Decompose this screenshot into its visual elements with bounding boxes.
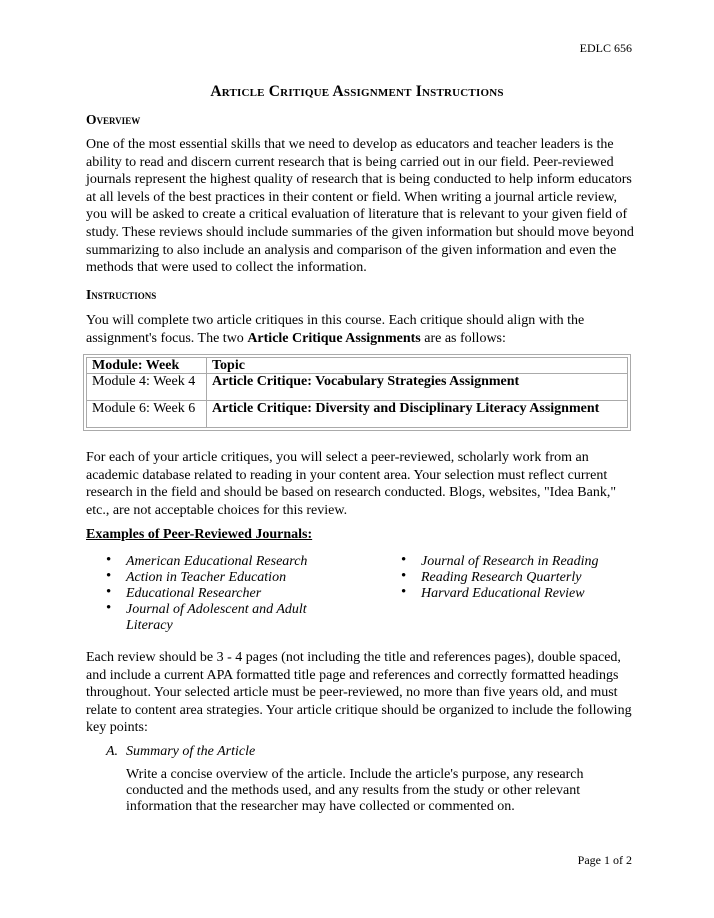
journal-list-left: [106, 554, 316, 634]
page-number: Page 1 of 2: [577, 853, 632, 867]
key-point-label: A.: [106, 744, 119, 759]
list-item: • Educational Researcher: [106, 586, 316, 602]
list-item: • American Educational Research: [106, 554, 316, 570]
topic-cell: Article Critique: Diversity and Disciplinary Literacy Assignment: [207, 401, 628, 428]
intro-text-1: You will complete two article critiques in this course. Each critique should align with the assignment's focus. The two: [86, 313, 585, 346]
overview-heading: Overview: [86, 112, 141, 127]
journal-list-right: [401, 554, 611, 602]
key-point-heading: [106, 744, 255, 760]
table-row: [87, 401, 628, 428]
topic-cell: Article Critique: Vocabulary Strategies Assignment: [207, 374, 628, 401]
examples-heading: Examples of Peer-Reviewed Journals:: [86, 527, 313, 542]
list-item: • Harvard Educational Review: [401, 586, 611, 602]
list-item: • Reading Research Quarterly: [401, 570, 611, 586]
column-header-module-week: Module: Week: [87, 358, 207, 374]
key-point-title: Summary of the Article: [126, 744, 256, 759]
list-item: • Journal of Research in Reading: [401, 554, 611, 570]
instructions-intro: [86, 312, 636, 347]
module-schedule-table: [86, 357, 628, 428]
intro-text-2: are as follows:: [420, 330, 506, 346]
intro-bold-text: Article Critique Assignments: [247, 330, 421, 346]
document-title: Article Critique Assignment Instructions: [210, 83, 504, 100]
list-item: • Journal of Adolescent and Adult Literacy: [106, 602, 316, 634]
key-point-text: Write a concise overview of the article. Include the article's purpose, any research conducted and the methods used, and any results from the study or other relevant information that the researcher may have collected or commented on.: [126, 767, 584, 814]
overview-paragraph: One of the most essential skills that we need to develop as educators and teacher leaders is the ability to read and discern current research that is being carried out in our field. Peer-reviewed journals represent the highest quality of research that is being conducted to help inform educators at all levels of the best practices in their content or field. When writing a journal article review, you will be asked to create a critical evaluation of literature that is relevant to your given field of study. These reviews should include summaries of the given information but should move beyond summarizing to also include an analysis and comparison of the given information and even the methods that were used to collect the information.: [86, 137, 634, 276]
table-header-row: [87, 358, 628, 374]
course-code: EDLC 656: [579, 41, 632, 55]
review-requirements-paragraph: Each review should be 3 - 4 pages (not including the title and references pages), double spaced, and include a current APA formatted title page and references and correctly formatted headings throughout. Your selected article must be peer-reviewed, no more than five years old, and must relate to content area strategies. Your article critique should be organized to include the following key points:: [86, 650, 632, 736]
table-row: [87, 374, 628, 401]
instructions-heading: Instructions: [86, 287, 157, 302]
module-week-cell: Module 4: Week 4: [87, 374, 207, 401]
module-week-cell: Module 6: Week 6: [87, 401, 207, 428]
list-item: • Action in Teacher Education: [106, 570, 316, 586]
selection-paragraph: For each of your article critiques, you will select a peer-reviewed, scholarly work from an academic database related to reading in your content area. Your selection must reflect current research in the field and should be based on research conducted. Blogs, websites, "Idea Bank," etc., are not acceptable choices for this review.: [86, 450, 617, 518]
column-header-topic: Topic: [207, 358, 628, 374]
